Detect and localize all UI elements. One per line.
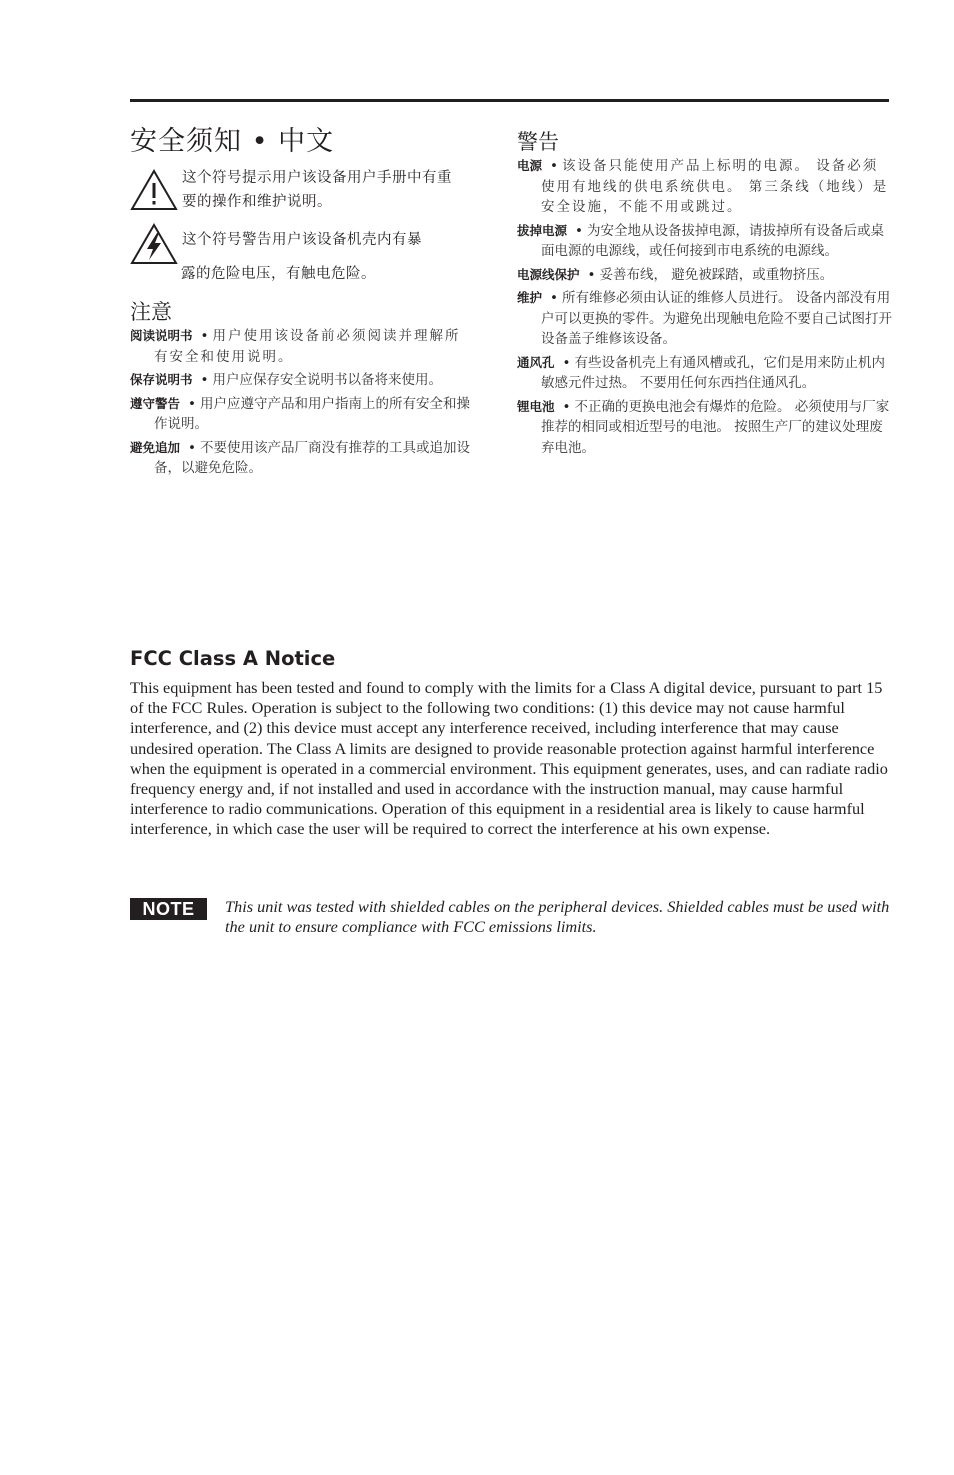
cautions-heading: 注意 [130,300,172,324]
top-rule [130,99,889,102]
exclamation-triangle-icon [130,168,178,212]
caution-symbol-row [130,168,470,214]
warning-item: 锂电池 • 不正确的更换电池会有爆炸的危险。 必须使用与厂家推荐的相同或相近型号的电池。 按照生产厂的建议处理废弃电池。 [517,398,890,456]
warning-item: 电源 • 该设备只能使用产品上标明的电源。 设备必须使用有地线的供电系统供电。 第三条线（地线）是安全设施，不能不用或跳过。 [517,158,889,215]
warning-item: 通风孔 • 有些设备机壳上有通风槽或孔，它们是用来防止机内敏感元件过热。 不要用任何东西挡住通风孔。 [517,354,885,391]
fcc-title: FCC Class A Notice [130,647,336,670]
note-text: This unit was tested with shielded cables on the peripheral devices. Shielded cables must be used with the unit to ensure compliance with FCC emissions limits. [225,897,890,937]
warnings-heading: 警告 [517,130,559,154]
fcc-body: This equipment has been tested and found to comply with the limits for a Class A digital device, pursuant to part 15 of the FCC Rules. Operation is subject to the following two conditions: (1) this device may not cause harmful interference, and (2) this device must accept any interference received, including interference that may cause undesired operation. The Class A limits are designed to provide reasonable protection against harmful interference when the equipment is operated in a commercial environment. This equipment generates, uses, and can radiate radio frequency energy and, if not installed and used in accordance with the instruction manual, may cause harmful interference to radio communications. Operation of this equipment in a residential area is likely to cause harmful interference, in which case the user will be required to correct the interference at his own expense. [130,678,888,839]
note-badge: NOTE [130,898,207,920]
warning-item: 维护 • 所有维修必须由认证的维修人员进行。 设备内部没有用户可以更换的零件。为避免出现触电危险不要自己试图打开设备盖子维修该设备。 [517,290,892,347]
caution-item: 保存说明书 • 用户应保存安全说明书以备将来使用。 [130,372,442,388]
cautions-list [130,326,470,479]
safety-right-column [517,128,892,461]
warnings-list [517,156,892,458]
warning-item: 电源线保护 • 妥善布线， 避免被踩踏，或重物挤压。 [517,266,834,283]
voltage-symbol-row [130,222,470,266]
voltage-symbol-text [182,228,422,252]
fcc-notice-section [130,646,890,840]
warning-item: 拔掉电源 • 为安全地从设备拔掉电源，请拔掉所有设备后或桌面电源的电源线，或任何接到市电系统的电源线。 [517,222,884,259]
caution-item: 遵守警告 • 用户应遵守产品和用户指南上的所有安全和操作说明。 [130,395,470,432]
safety-title: 安全须知 • 中文 [130,126,335,157]
caution-item: 阅读说明书 • 用户使用该设备前必须阅读并理解所有安全和使用说明。 [130,328,461,365]
voltage-symbol-line1: 这个符号警告用户该设备机壳内有暴 [182,232,422,248]
voltage-symbol-line2: 露的危险电压，有触电危险。 [181,266,376,282]
lightning-triangle-icon [130,222,178,266]
caution-item: 避免追加 • 不要使用该产品厂商没有推荐的工具或追加设备，以避免危险。 [130,439,470,476]
safety-left-column [130,122,470,482]
caution-symbol-text: 这个符号提示用户该设备用户手册中有重要的操作和维护说明。 [182,170,452,210]
